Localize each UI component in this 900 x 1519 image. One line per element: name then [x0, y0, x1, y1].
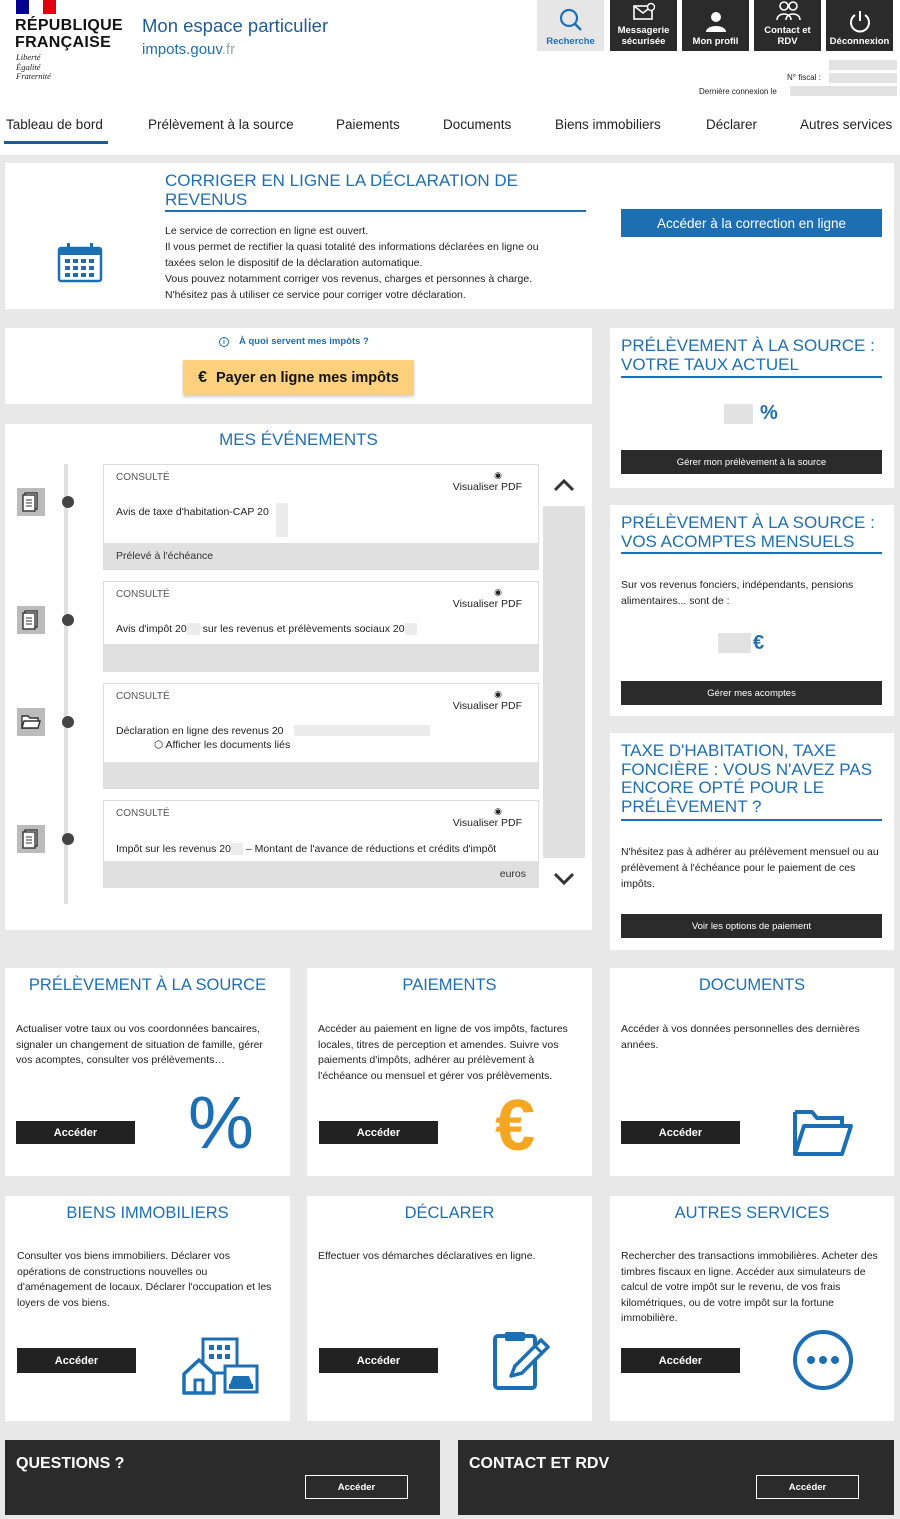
- eye-icon: ◉: [494, 470, 502, 480]
- chevron-down-icon: [553, 872, 575, 886]
- motto-line: Égalité: [16, 61, 41, 72]
- logout-label: Déconnexion: [829, 36, 890, 47]
- tile-title: DÉCLARER: [404, 1204, 495, 1222]
- view-label: Visualiser: [452, 700, 499, 712]
- contact-title: CONTACT ET RDV: [469, 1455, 610, 1472]
- event-status: CONSULTÉ: [116, 691, 170, 702]
- pdf-label: PDF: [501, 817, 522, 829]
- view-pdf-link[interactable]: [444, 806, 522, 829]
- users-icon: [775, 0, 801, 22]
- acompte-masked-value: [718, 633, 751, 653]
- motto-line: Liberté: [16, 52, 41, 62]
- tile-title: PRÉLÈVEMENT À LA SOURCE: [28, 976, 267, 994]
- event-text: Avis de taxe d'habitation-CAP 20: [116, 506, 269, 518]
- tile-documents: [610, 968, 894, 1176]
- correction-title-rule: [165, 210, 586, 212]
- motto-line: Fraternité: [16, 71, 51, 81]
- view-pdf-link[interactable]: [444, 587, 522, 610]
- show-linked-docs-label: Afficher les documents liés: [165, 739, 291, 751]
- site-title-rest: particulier: [242, 15, 329, 36]
- tile-payments: [307, 968, 592, 1176]
- events-scrollbar[interactable]: [543, 464, 585, 900]
- messaging-label-1: Messagerie: [617, 25, 670, 36]
- document-icon: [17, 488, 45, 516]
- rate-masked-value: [724, 404, 753, 424]
- timeline-dot: [62, 833, 74, 845]
- correction-description: [165, 223, 585, 303]
- online-correction-button[interactable]: Accéder à la correction en ligne: [621, 209, 882, 237]
- tax-purpose-link[interactable]: [219, 336, 369, 347]
- event-text-b: – Montant de l'avance de réductions et crédits d'impôt: [242, 843, 497, 855]
- pay-online-button[interactable]: [183, 360, 414, 395]
- event-text-a: Avis d'impôt 20: [116, 623, 187, 635]
- other-services-access-button[interactable]: Accéder: [621, 1348, 740, 1373]
- correction-line: Le service de correction en ligne est ouvert.: [165, 225, 369, 237]
- show-linked-docs-link[interactable]: [154, 739, 290, 751]
- scroll-down-button[interactable]: [543, 858, 585, 900]
- profile-label: Mon profil: [692, 36, 739, 47]
- nav-tab-payments[interactable]: Paiements: [336, 117, 400, 132]
- tile-title: BIENS IMMOBILIERS: [66, 1204, 229, 1222]
- site-header: [0, 0, 900, 155]
- calendar-icon: [57, 243, 103, 283]
- tile-text: Accéder au paiement en ligne de vos impôts, factures locales, titres de perception et amendes. Suivre vos paiements d'impôts, adhérer au prélèvement à l'échéance ou mensuel et gérer vos prélèvements.: [318, 1023, 568, 1082]
- event-text-a: Impôt sur les revenus 20: [116, 843, 231, 855]
- documents-access-button[interactable]: Accéder: [621, 1121, 740, 1144]
- folder-icon: [17, 708, 45, 736]
- tile-text: Actualiser votre taux ou vos coordonnées bancaires, signaler un changement de situation de famille, gérer vos acomptes, consulter vos prélèvements…: [16, 1023, 263, 1066]
- event-status: CONSULTÉ: [116, 808, 170, 819]
- fiscal-number-masked: [829, 60, 897, 70]
- event-item[interactable]: [103, 464, 539, 570]
- pas-rate-card: [610, 328, 894, 488]
- expand-icon: ⬡: [154, 739, 164, 751]
- info-icon: i: [219, 337, 229, 347]
- declare-access-button[interactable]: Accéder: [319, 1348, 438, 1373]
- tile-other-services: [610, 1196, 894, 1421]
- events-card: [5, 424, 592, 930]
- site-title[interactable]: [142, 15, 328, 37]
- pas-acomptes-title: PRÉLÈVEMENT À LA SOURCE : VOS ACOMPTES MENSUELS: [621, 513, 875, 551]
- event-item[interactable]: [103, 683, 539, 789]
- document-icon: [17, 606, 45, 634]
- republic-motto: [16, 53, 51, 82]
- event-status: CONSULTÉ: [116, 472, 170, 483]
- search-label: Recherche: [546, 36, 595, 47]
- search-icon: [558, 7, 584, 33]
- document-icon: [17, 825, 45, 853]
- clipboard-pen-icon: [491, 1330, 551, 1392]
- correction-line: taxées selon le dispositif de la déclaration automatique.: [165, 257, 423, 269]
- real-estate-access-button[interactable]: Accéder: [17, 1348, 136, 1373]
- event-footer: euros: [104, 861, 538, 887]
- pas-acomptes-text: Sur vos revenus fonciers, indépendants, pensions alimentaires... sont de :: [621, 579, 854, 607]
- rate-unit: %: [760, 402, 778, 424]
- tile-declare: [307, 1196, 592, 1421]
- event-text: Déclaration en ligne des revenus 20: [116, 725, 284, 737]
- masked-value: [405, 623, 417, 635]
- payment-options-button[interactable]: Voir les options de paiement: [621, 914, 882, 938]
- timeline-dot: [62, 614, 74, 626]
- profile-button[interactable]: [682, 0, 749, 51]
- view-pdf-link[interactable]: [444, 689, 522, 712]
- timeline-dot: [62, 496, 74, 508]
- buildings-icon: [181, 1336, 259, 1396]
- manage-withholding-button[interactable]: Gérer mon prélèvement à la source: [621, 450, 882, 474]
- power-icon: [848, 9, 872, 33]
- nav-tab-withholding[interactable]: Prélèvement à la source: [148, 117, 294, 132]
- pas-acomptes-card: [610, 505, 894, 716]
- event-footer: [104, 644, 538, 671]
- view-label: Visualiser: [452, 598, 499, 610]
- brand-line-1: RÉPUBLIQUE: [15, 17, 123, 34]
- more-icon: [792, 1329, 854, 1391]
- masked-value: [276, 503, 288, 537]
- tile-text: Effectuer vos démarches déclaratives en ligne.: [318, 1250, 536, 1262]
- questions-title: QUESTIONS ?: [16, 1455, 125, 1472]
- republic-logo-text[interactable]: [15, 17, 135, 51]
- pas-rate-rule: [621, 376, 882, 378]
- nav-tab-other-services[interactable]: Autres services: [800, 117, 893, 132]
- user-icon: [704, 9, 728, 33]
- tile-title: PAIEMENTS: [402, 976, 497, 994]
- nav-tab-real-estate[interactable]: Biens immobiliers: [555, 117, 661, 132]
- tile-text: Rechercher des transactions immobilières. Acheter des timbres fiscaux en ligne. Accéder aux simulateurs de calcul de votre impôt sur le revenu, de vos frais kilométriques, ou de votre impôt sur la fortune immobilière.: [621, 1250, 878, 1324]
- correction-line: N'hésitez pas à utiliser ce service pour corriger votre déclaration.: [165, 289, 466, 301]
- nav-active-indicator: [4, 141, 108, 144]
- contact-button[interactable]: [754, 0, 821, 51]
- site-subtitle-ext: .fr: [221, 41, 236, 58]
- fiscal-number-label: N° fiscal :: [787, 73, 821, 82]
- taxe-habitation-card: [610, 733, 894, 950]
- tile-title: DOCUMENTS: [698, 976, 806, 994]
- logout-button[interactable]: [826, 0, 893, 51]
- questions-access-button[interactable]: Accéder: [305, 1475, 408, 1499]
- event-footer: [104, 762, 538, 788]
- masked-value: [231, 843, 243, 855]
- questions-panel: [5, 1440, 440, 1515]
- site-subtitle-main: impots.gouv: [142, 41, 222, 58]
- envelope-icon: [632, 2, 656, 22]
- event-text: [116, 623, 417, 635]
- nav-tab-documents[interactable]: Documents: [443, 117, 512, 132]
- nav-tab-dashboard[interactable]: Tableau de bord: [6, 117, 103, 132]
- manage-acomptes-button[interactable]: Gérer mes acomptes: [621, 681, 882, 705]
- view-label: Visualiser: [452, 817, 499, 829]
- timeline-dot: [62, 716, 74, 728]
- contact-label-1: Contact et: [764, 25, 811, 36]
- messaging-button[interactable]: [610, 0, 677, 51]
- pay-online-label: Payer en ligne mes impôts: [215, 369, 399, 386]
- pas-rate-title: PRÉLÈVEMENT À LA SOURCE : VOTRE TAUX ACTUEL: [621, 336, 875, 374]
- event-item[interactable]: [103, 800, 539, 888]
- taxe-habitation-title: TAXE D'HABITATION, TAXE FONCIÈRE : VOUS N'AVEZ PAS ENCORE OPTÉ POUR LE PRÉLÈVEMENT ?: [621, 741, 873, 816]
- pdf-label: PDF: [501, 598, 522, 610]
- euro-icon: €: [495, 1086, 536, 1166]
- view-pdf-link[interactable]: [444, 470, 522, 493]
- taxe-habitation-text: N'hésitez pas à adhérer au prélèvement mensuel ou au prélèvement à l'échéance pour le paiement de ces impôts.: [621, 846, 879, 890]
- republic-logo-flag: [16, 0, 56, 14]
- pas-acomptes-rule: [621, 552, 882, 554]
- eye-icon: ◉: [494, 587, 502, 597]
- tile-withholding: [5, 968, 290, 1176]
- scroll-up-button[interactable]: [543, 464, 585, 506]
- correction-title: CORRIGER EN LIGNE LA DÉCLARATION DE REVENUS: [165, 171, 518, 209]
- payments-access-button[interactable]: Accéder: [319, 1121, 438, 1144]
- contact-panel: [458, 1440, 894, 1515]
- event-footer: Prélevé à l'échéance: [104, 543, 538, 569]
- chevron-up-icon: [553, 478, 575, 492]
- tile-real-estate: [5, 1196, 290, 1421]
- tile-title: AUTRES SERVICES: [674, 1204, 830, 1222]
- percent-icon: %: [188, 1081, 254, 1164]
- event-status: CONSULTÉ: [116, 589, 170, 600]
- tile-text: Consulter vos biens immobiliers. Déclarer vos opérations de constructions nouvelles ou d'aménagement de locaux. Déclarer l'occupation et les loyers de vos biens.: [17, 1250, 272, 1309]
- correction-line: Il vous permet de rectifier la quasi totalité des informations déclarées en ligne ou: [165, 241, 539, 253]
- taxe-habitation-rule: [621, 819, 882, 821]
- correction-line: Vous pouvez notamment corriger vos revenus, charges et personnes à charge.: [165, 273, 533, 285]
- events-title: MES ÉVÉNEMENTS: [219, 430, 378, 449]
- site-title-main: Mon espace: [142, 15, 243, 36]
- eye-icon: ◉: [494, 689, 502, 699]
- contact-access-button[interactable]: Accéder: [756, 1475, 859, 1499]
- last-login-label: Dernière connexion le: [699, 87, 777, 96]
- event-text-b: sur les revenus et prélèvements sociaux 20: [199, 623, 405, 635]
- fiscal-number-masked-2: [829, 73, 897, 83]
- folder-open-icon: [792, 1108, 854, 1158]
- site-subtitle[interactable]: [142, 41, 235, 58]
- withholding-access-button[interactable]: Accéder: [16, 1121, 135, 1144]
- eye-icon: ◉: [494, 806, 502, 816]
- nav-tab-declare[interactable]: Déclarer: [706, 117, 758, 132]
- acompte-unit: €: [753, 632, 765, 654]
- last-login-masked: [790, 86, 897, 96]
- pdf-label: PDF: [501, 700, 522, 712]
- pdf-label: PDF: [501, 481, 522, 493]
- tile-text: Accéder à vos données personnelles des dernières années.: [621, 1023, 860, 1051]
- payment-card: [5, 328, 592, 404]
- tax-purpose-link-label: À quoi servent mes impôts ?: [239, 336, 369, 347]
- messaging-label-2: sécurisée: [621, 36, 666, 47]
- masked-value: [294, 725, 430, 736]
- event-item[interactable]: [103, 581, 539, 672]
- correction-card: [5, 163, 894, 309]
- search-button[interactable]: [537, 0, 604, 51]
- masked-value: [187, 623, 200, 635]
- euro-icon: €: [198, 368, 207, 386]
- event-text: [116, 843, 496, 855]
- brand-line-2: FRANÇAISE: [15, 34, 112, 51]
- contact-label-2: RDV: [777, 36, 798, 47]
- view-label: Visualiser: [452, 481, 499, 493]
